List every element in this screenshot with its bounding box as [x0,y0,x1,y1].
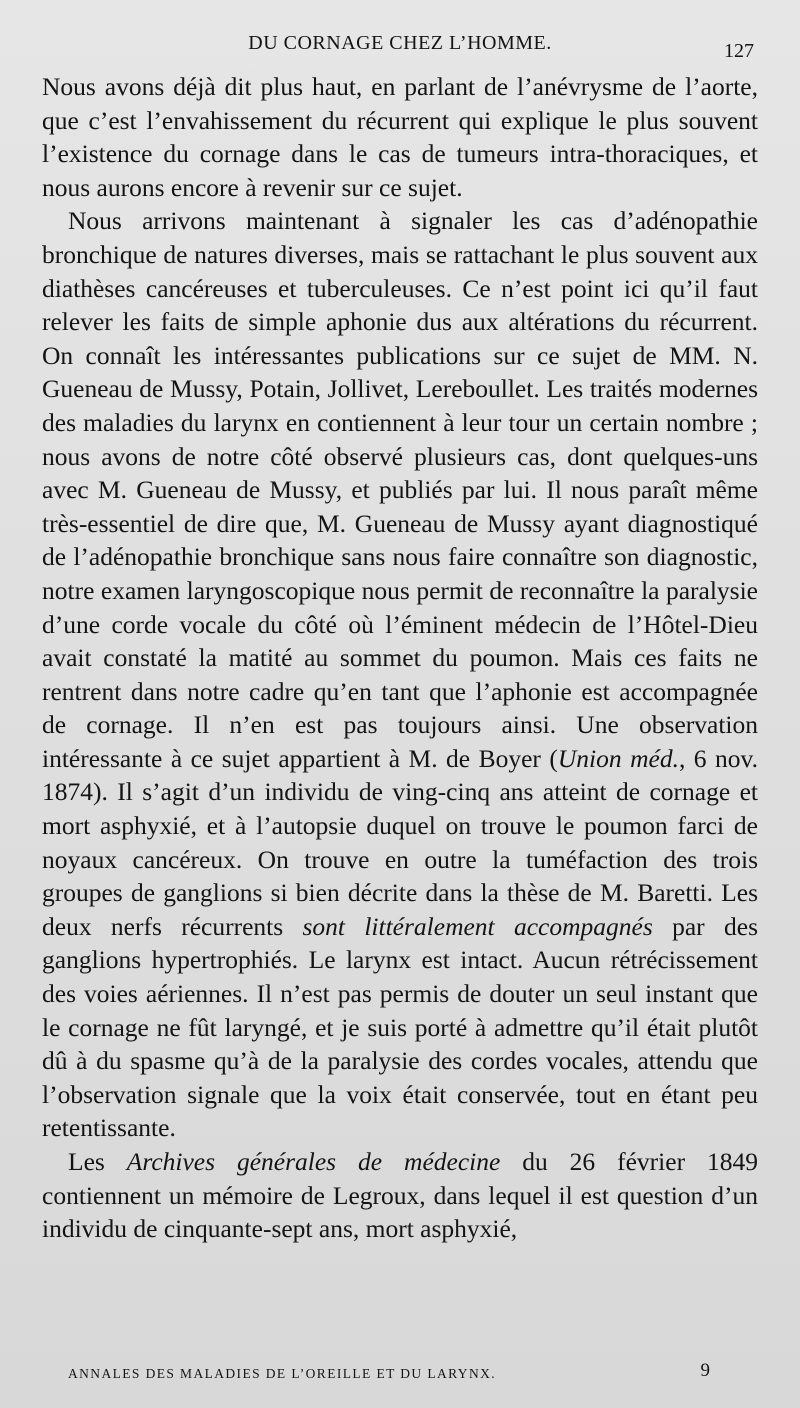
italic-text: Union méd. [557,743,679,773]
paragraph-1 [42,70,758,204]
running-head: DU CORNAGE CHEZ L’HOMME. [248,32,552,54]
page-number: 127 [724,40,754,62]
italic-text: sont littéralement accompagnés [302,911,653,941]
text-run: du 26 février 1849 contiennent un mémoire de Legroux, dans lequel il est question d’un individu de cinquante-sept ans, mort asphyxié, [42,1147,758,1244]
body-text [42,70,758,1246]
text-run: par des ganglions hypertrophiés. Le larynx est intact. Aucun rétrécissement des voies aériennes. Il n’est pas permis de douter un seul instant que le cornage ne fût laryngé, et je suis porté à admettre qu’il était plutôt dû à du spasme qu’à de la paralysie des cordes vocales, attendu que l’observation signale que la voix était conservée, tout en étant peu retentissante. [42,911,759,1143]
text-run: , 6 nov. 1874). Il s’agit d’un individu de ving-cinq ans atteint de cornage et mort asphyxié, et à l’autopsie duquel on trouve le poumon farci de noyaux cancéreux. On trouve en outre la tuméfaction des trois groupes de ganglions si bien décrite dans la thèse de M. Baretti. Les deux nerfs récurrents [42,743,758,941]
paragraph-2 [42,204,758,1145]
paragraph-3 [42,1145,758,1246]
journal-title: ANNALES DES MALADIES DE L’OREILLE ET DU LARYNX. [68,1366,497,1381]
text-run: Nous avons déjà dit plus haut, en parlant de l’anévrysme de l’aorte, que c’est l’envahissement du récurrent qui explique le plus souvent l’existence du cornage dans le cas de tumeurs intra-thoraciques, et nous aurons encore à revenir sur ce sujet. [42,72,758,202]
page-footer [0,1360,800,1390]
signature-mark: 9 [700,1360,710,1381]
page-header [0,32,800,66]
text-run: Les [68,1147,127,1176]
text-run: Nous arrivons maintenant à signaler les cas d’adénopathie bronchique de natures diverses, mais se rattachant le plus souvent aux diathèses cancéreuses et tuberculeuses. Ce n’est point ici qu’il faut relever les faits de simple aphonie dus aux altérations du récurrent. On connaît les intéressantes publications sur ce sujet de MM. N. Gueneau de Mussy, Potain, Jollivet, Lereboullet. Les traités modernes des maladies du larynx en contiennent à leur tour un certain nombre ; nous avons de notre côté observé plusieurs cas, dont quelques-uns avec M. Gueneau de Mussy, et publiés par lui. Il nous paraît même très-essentiel de dire que, M. Gueneau de Mussy ayant diagnostiqué de l’adénopathie bronchique sans nous faire connaître son diagnostic, notre examen laryngoscopique nous permit de reconnaître la paralysie d’une corde vocale du côté où l’éminent médecin de l’Hôtel-Dieu avait constaté la matité au sommet du poumon. Mais ces faits ne rentrent dans notre cadre qu’en tant que l’aphonie est accompagnée de cornage. Il n’en est pas toujours ainsi. Une observation intéressante à ce sujet appartient à M. de Boyer ( [42,206,758,773]
italic-text: Archives générales de médecine [126,1147,501,1176]
